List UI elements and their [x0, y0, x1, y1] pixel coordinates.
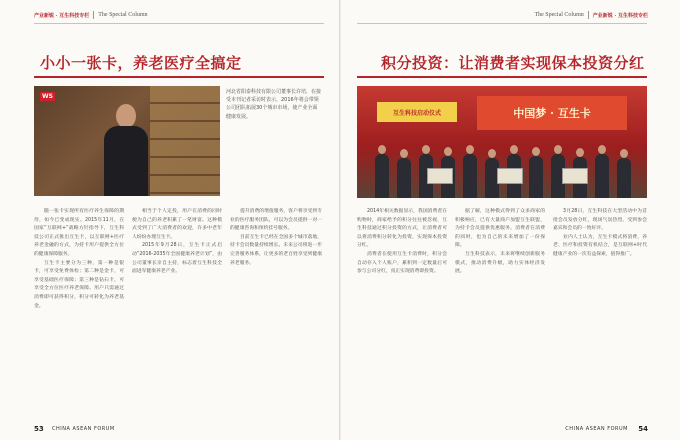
paragraph: 2014年相关数据显示，我国消费者在购物时，商家给予的积分往往被忽视，互生科技通过积分投资的方式，让消费者可以将消费积分转化为投资，实现保本投资分红。 — [357, 209, 447, 249]
photo-caption: 河北省阳泰科技有限公司董事长许培，在接受本刊记者采访时表示，2016年将会带领公司团队拓展30个城市市场，使产业全面健康发展。 — [226, 89, 322, 120]
right-page — [341, 0, 680, 440]
header-rule — [34, 23, 324, 24]
header-brand: 产业新锐 · 互生科技专栏 — [34, 12, 90, 19]
right-column-3 — [553, 208, 647, 260]
event-photo — [357, 86, 647, 198]
page-number: 53 — [34, 425, 44, 433]
interviewee-figure — [104, 104, 148, 196]
paragraph: 据了解，这种模式得到了众多商家的积极响应，已有大量商户加盟互生联盟，为持卡会员提供优惠服务。消费者在消费的同时，也为自己的未来增加了一份保障。 — [455, 209, 545, 249]
interview-photo — [34, 86, 220, 196]
right-header — [534, 9, 648, 21]
tv-logo: WS — [42, 93, 53, 100]
paragraph: 提升消费的增值服务，客户将享受到专业的医疗服务团队，可以为会员提供一对一的健康咨询和预约挂号服务。 — [230, 209, 322, 232]
header-separator — [588, 11, 589, 19]
paragraph: 互生科技表示，未来将继续创新服务模式，推动消费升级，助力实体经济发展。 — [455, 251, 545, 275]
page-number: 54 — [638, 425, 648, 433]
paragraph: 互生卡主要分为三种，第一种是银卡，可享受免费体检；第二种是金卡，可享受基础医疗保障；第三种是钻石卡，可享受全方位医疗养老保障。用户只需通过消费即可获得积分，积分可转化为养老基金。 — [34, 260, 124, 309]
event-sign: 互生科技启动仪式 — [377, 102, 457, 122]
header-rule — [357, 23, 647, 24]
left-column-1 — [34, 208, 124, 311]
paragraph: 3月28日，互生科技在大型活动中为首批会员发放分红，现场气氛热烈，受到参会嘉宾和会员的一致好评。 — [553, 209, 647, 232]
right-column-1 — [357, 208, 447, 277]
paragraph: 相当于个人定投，用户在消费的同时便为自己的养老积累了一笔财富。这种模式受到了广大消费者的欢迎，许多中老年人纷纷办理互生卡。 — [132, 209, 222, 240]
bookshelf-background — [150, 86, 220, 196]
paragraph: 2015年9月28日，互生卡正式启动“2016-2035年全国健康养老计划”，由公司董事长亲自主持，标志着互生科技全面进军健康养老产业。 — [132, 243, 222, 275]
left-column-2 — [132, 208, 222, 277]
paragraph: 业内人士认为，互生卡模式将消费、养老、医疗和投资有机结合，是互联网+时代健康产业的一次有益探索，值得推广。 — [553, 234, 647, 257]
paragraph: 目前互生卡已经在全国多个城市落地，持卡会员数量持续增长。未来公司将进一步完善服务体系，让更多的老百姓享受到健康养老服务。 — [230, 234, 322, 266]
event-banner: 中国梦 · 互生卡 — [477, 96, 627, 130]
paragraph: 消费者在使用互生卡消费时，积分会自动存入个人账户，累积到一定数量后可参与公司分红，真正实现消费即投资。 — [357, 251, 447, 275]
title-underline — [34, 76, 324, 78]
header-column: The Special Column — [534, 12, 584, 18]
left-column-3 — [230, 208, 322, 268]
event-crowd — [357, 146, 647, 198]
right-column-2 — [455, 208, 545, 277]
paragraph: 随一张卡实现所有医疗养生保障的期待，如今已变成现实。2015年11月，在国家“互联网+”战略方针指导下，互生科技公司正式推出互生卡，以互联网+医疗养老金融的方式，为持卡用户提供全方位的健康保障服务。 — [34, 209, 124, 257]
left-article-title: 小小一张卡，养老医疗全搞定 — [40, 54, 242, 72]
title-underline — [357, 76, 647, 78]
header-brand: 产业新锐 · 互生科技专栏 — [592, 12, 648, 19]
left-header — [34, 9, 148, 21]
header-column: The Special Column — [98, 12, 148, 18]
magazine-name: CHINA ASEAN FORUM — [565, 426, 628, 432]
header-separator — [93, 11, 94, 19]
left-page — [0, 0, 339, 440]
right-article-title: 积分投资：让消费者实现保本投资分红 — [381, 54, 645, 72]
magazine-name: CHINA ASEAN FORUM — [52, 426, 115, 432]
